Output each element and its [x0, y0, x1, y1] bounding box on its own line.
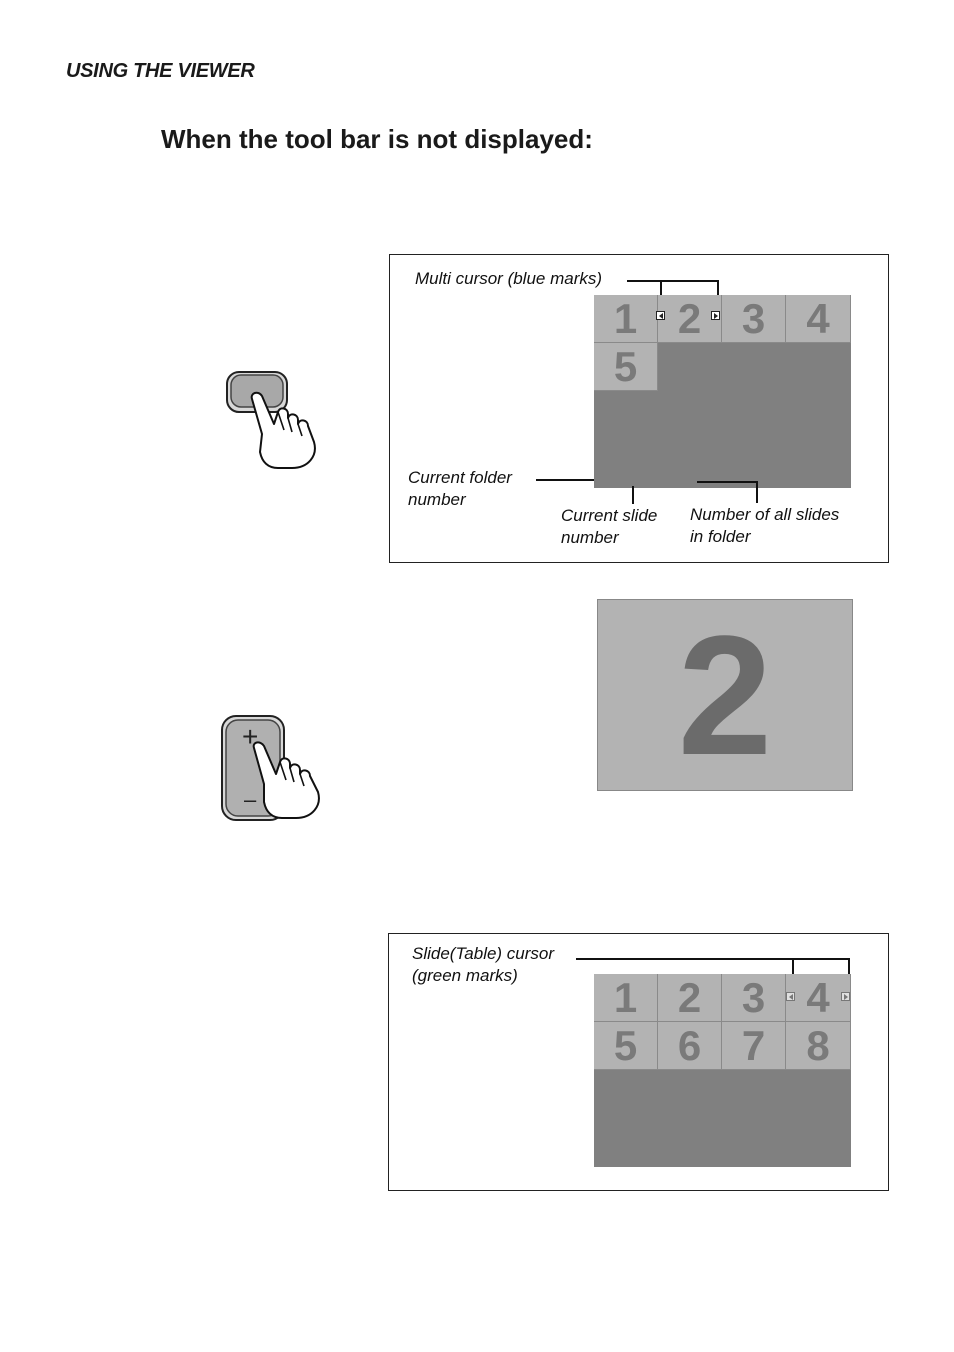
thumbnail-screen	[594, 295, 851, 488]
plus-symbol: +	[242, 721, 259, 752]
current-slide-label: Current slide number	[561, 506, 658, 547]
remote-plus-minus-button-icon	[218, 712, 338, 824]
thumbnail: 6	[658, 1022, 722, 1070]
thumbnail-table-screen	[594, 974, 851, 1167]
thumbnail: 2	[658, 974, 722, 1022]
thumbnail: 1	[594, 295, 658, 343]
thumbnail: 1	[594, 974, 658, 1022]
cursor-right-mark-icon	[841, 992, 850, 1001]
cursor-left-mark-icon	[656, 311, 665, 320]
multi-cursor-label: Multi cursor (blue marks)	[415, 269, 603, 288]
cursor-left-mark-icon	[786, 992, 795, 1001]
thumbnail: 7	[722, 1022, 786, 1070]
current-folder-label: Current folder number	[408, 468, 512, 509]
thumbnail: 8	[786, 1022, 851, 1070]
thumbnail: 4	[786, 974, 851, 1022]
thumbnail: 4	[786, 295, 851, 343]
thumbnail: 5	[594, 1022, 658, 1070]
thumbnail: 2	[658, 295, 722, 343]
cursor-right-mark-icon	[711, 311, 720, 320]
remote-button-press-icon	[222, 366, 332, 472]
all-slides-label: Number of all slides in folder	[690, 505, 840, 546]
thumbnail: 3	[722, 295, 786, 343]
selected-slide-preview: 2	[597, 599, 853, 791]
thumbnail: 3	[722, 974, 786, 1022]
minus-symbol: –	[244, 787, 257, 812]
page-title: When the tool bar is not displayed:	[161, 124, 593, 154]
thumbnail: 5	[594, 343, 658, 391]
slide-cursor-label: Slide(Table) cursor (green marks)	[412, 944, 555, 985]
section-heading: USING THE VIEWER	[66, 60, 255, 82]
